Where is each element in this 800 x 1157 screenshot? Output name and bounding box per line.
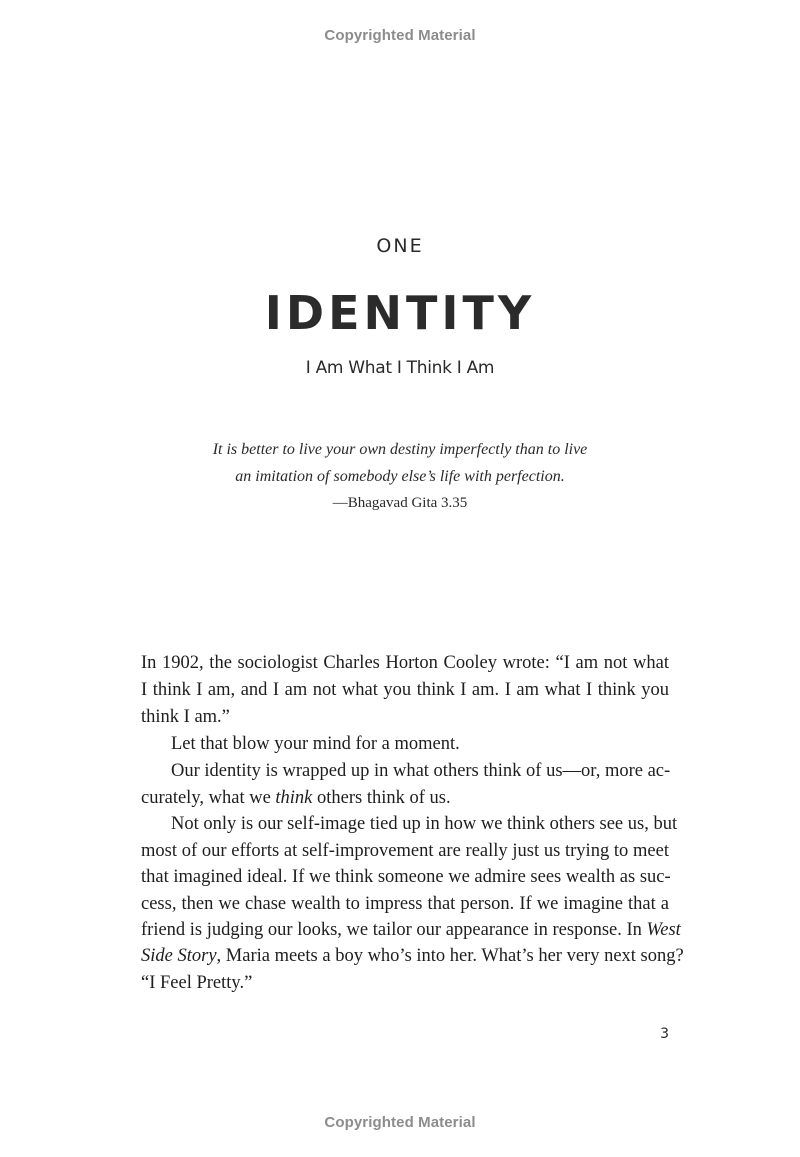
- chapter-number: ONE: [376, 235, 424, 257]
- body-line: most of our efforts at self-improvement are really just us trying to meet: [141, 841, 669, 861]
- chapter-title: IDENTITY: [264, 286, 536, 340]
- body-text-span: others think of us.: [312, 788, 451, 808]
- body-line: [141, 917, 681, 943]
- page-number: 3: [660, 1026, 669, 1042]
- body-line: Let that blow your mind for a moment.: [171, 734, 460, 754]
- body-line: Our identity is wrapped up in what others think of us—or, more ac-: [171, 761, 671, 781]
- epigraph-line-1: It is better to live your own destiny imperfectly than to live: [212, 441, 588, 458]
- body-line: think I am.”: [141, 707, 230, 727]
- body-line: I think I am, and I am not what you think I am. I am what I think you: [141, 680, 669, 700]
- body-line: “I Feel Pretty.”: [141, 973, 253, 993]
- body-text-span: curately, what we: [141, 788, 276, 808]
- epigraph-attribution: —Bhagavad Gita 3.35: [332, 495, 468, 511]
- epigraph-line-2: an imitation of somebody else’s life with perfection.: [235, 468, 565, 485]
- body-line: [141, 785, 669, 811]
- body-line: In 1902, the sociologist Charles Horton Cooley wrote: “I am not what: [141, 653, 669, 673]
- body-line: cess, then we chase wealth to impress that person. If we imagine that a: [141, 894, 669, 914]
- emphasis-side-story: Side Story: [141, 946, 217, 966]
- emphasis-west: West: [646, 920, 681, 940]
- body-text-span: friend is judging our looks, we tailor our appearance in response. In: [141, 920, 647, 940]
- copyright-watermark-bottom: Copyrighted Material: [324, 1114, 476, 1131]
- body-line: that imagined ideal. If we think someone we admire sees wealth as suc-: [141, 867, 671, 887]
- chapter-subtitle: I Am What I Think I Am: [305, 358, 495, 378]
- body-line: [141, 943, 684, 969]
- body-text-span: , Maria meets a boy who’s into her. What’s her very next song?: [216, 946, 684, 966]
- emphasis-think: think: [275, 788, 313, 808]
- body-line: Not only is our self-image tied up in how we think others see us, but: [171, 814, 678, 834]
- copyright-watermark-top: Copyrighted Material: [324, 27, 476, 44]
